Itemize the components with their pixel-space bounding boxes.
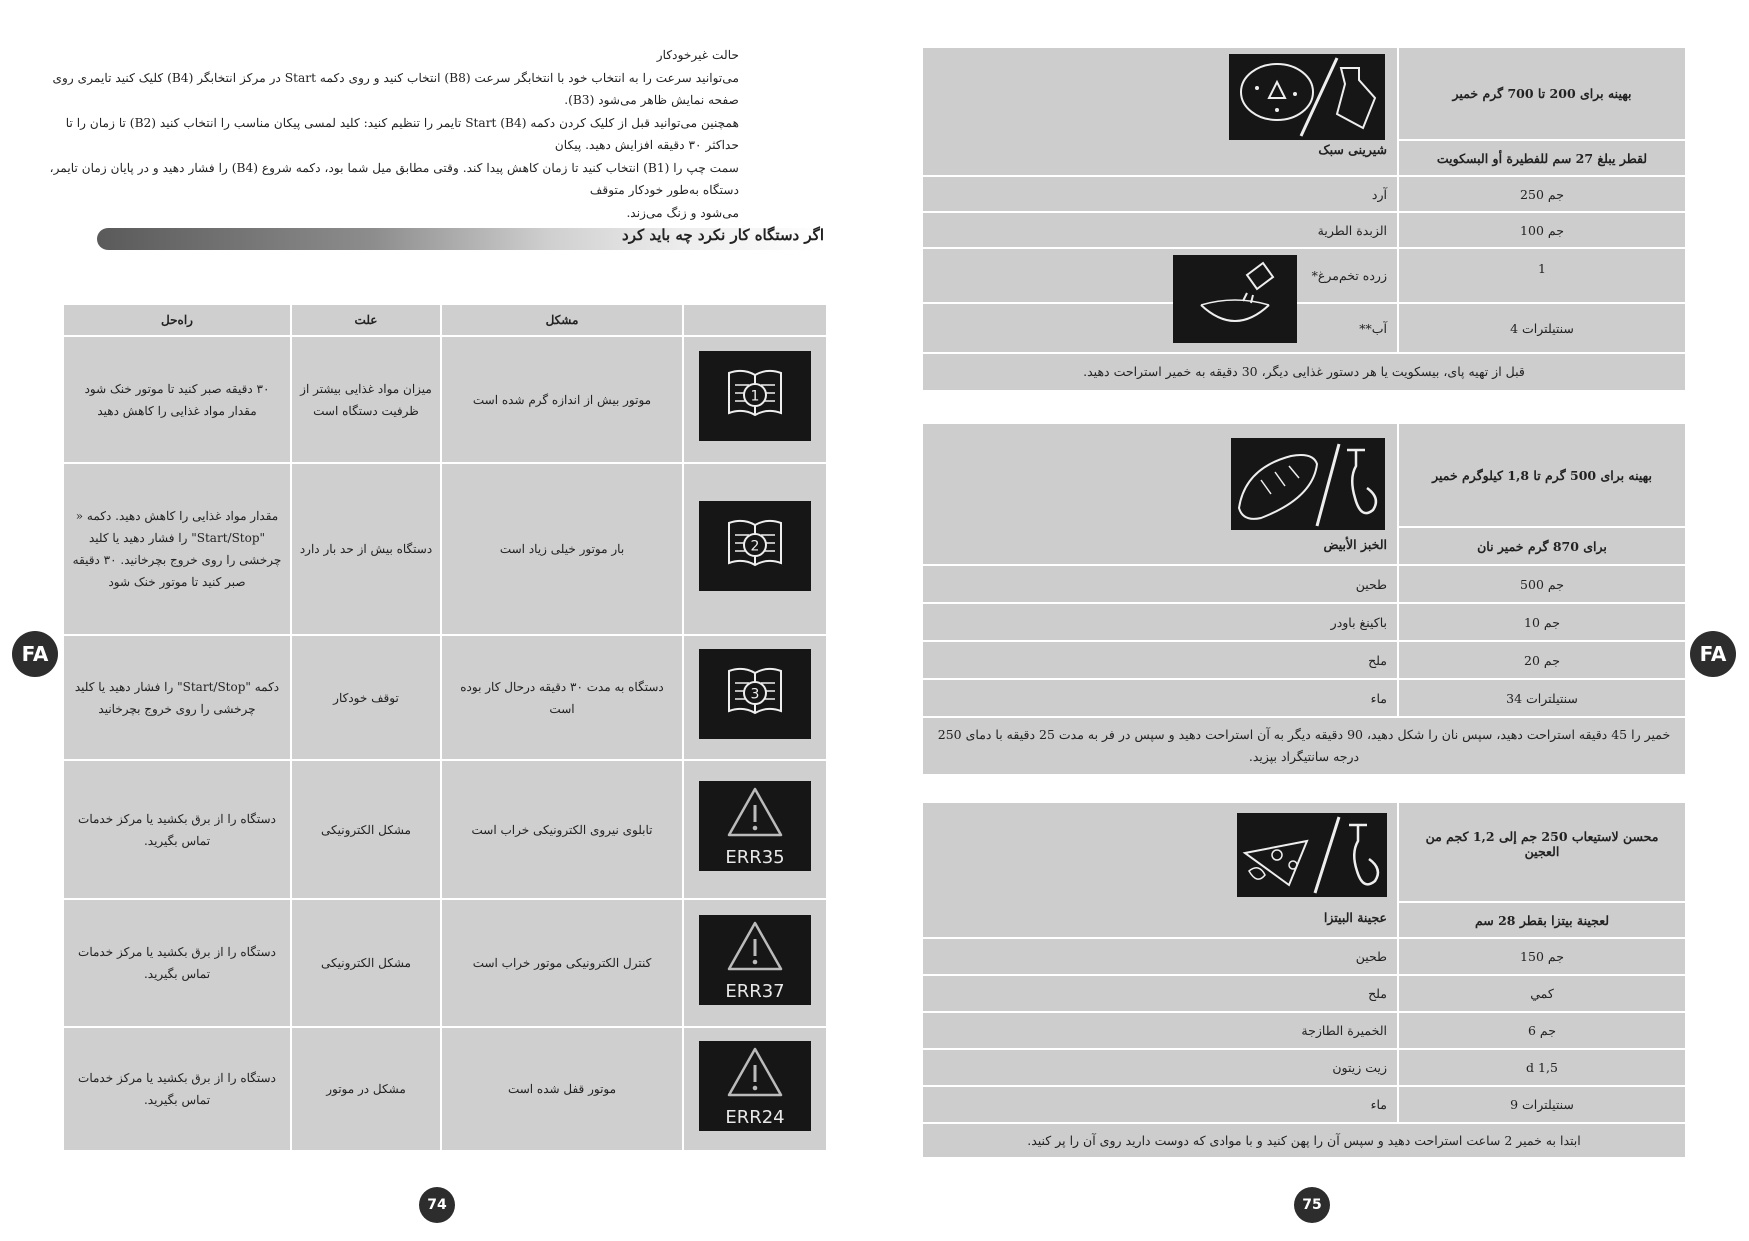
recipe-subtitle: لقطر يبلغ 27 سم للفطيرة أو البسكويت (1398, 140, 1686, 176)
recipe-note-row (922, 1123, 1686, 1158)
ingredient-row (922, 303, 1686, 353)
icon-cell (683, 336, 827, 463)
solution-cell: دستگاه را از برق بکشید یا مرکز خدمات تماس بگیرید. (63, 1027, 291, 1151)
problem-cell: بار موتور خیلی زیاد است (441, 463, 683, 635)
ingredient-value: سنتيلترات 34 (1398, 679, 1686, 717)
recipe-subtitle: لعجينة بيتزا بقطر 28 سم (1398, 902, 1686, 938)
intro-text (39, 44, 739, 224)
language-badge: FA (1690, 631, 1736, 677)
section-title: اگر دستگاه کار نکرد چه باید کرد (622, 226, 824, 244)
intro-line: سمت چپ را (B1) انتخاب کنید تا زمان کاهش پیدا کند. وقتی مطابق میل شما بود، دکمه شروع (B4) را فشار دهید و در پایان زمان تایمر، دستگاه به‌طور خودکار متوقف (49, 160, 739, 197)
recipe-optimal: محسن لاستيعاب 250 جم إلى 1,2 كجم من العجين (1398, 802, 1686, 902)
table-row (63, 336, 827, 463)
warning-icon (699, 915, 811, 1005)
header-solution: راه‌حل (63, 304, 291, 336)
book-code: 1 (750, 388, 760, 405)
error-code: ERR24 (725, 1106, 785, 1128)
icon-cell (683, 463, 827, 635)
recipe-title-cell (922, 47, 1398, 176)
ingredient-value: جم 6 (1398, 1012, 1686, 1049)
ingredient-label: زرده تخم‌مرغ* (1311, 268, 1387, 283)
problem-cell: موتور قفل شده است (441, 1027, 683, 1151)
ingredient-label: آب** (922, 303, 1398, 353)
recipe-table-white-bread (921, 422, 1687, 776)
ingredient-label: ماء (922, 679, 1398, 717)
ingredient-row (922, 975, 1686, 1012)
ingredient-label: ملح (922, 641, 1398, 679)
warning-icon (699, 781, 811, 871)
recipe-name: شیرینی سبک (1318, 142, 1387, 157)
ingredient-label: باكينغ باودر (922, 603, 1398, 641)
recipe-note-row (922, 717, 1686, 775)
ingredient-value: جم 250 (1398, 176, 1686, 212)
problem-cell: کنترل الکترونیکی موتور خراب است (441, 899, 683, 1027)
troubleshooting-table (62, 303, 828, 1152)
recipe-name: الخبز الأبيض (1323, 537, 1387, 552)
book-2-icon (699, 501, 811, 591)
ingredient-row (922, 938, 1686, 975)
intro-line: همچنین می‌توانید قبل از کلیک کردن دکمه Start (B4) تایمر را تنظیم کنید: کلید لمسی پیکان مناسب را انتخاب کنید (B2) تا زمان را تا حداکثر ۳۰ دقیقه افزایش دهید. پیکان (65, 115, 739, 152)
intro-line: می‌توانید سرعت را به انتخاب خود با انتخابگر سرعت (B8) انتخاب کنید و روی دکمه Start در مرکز انتخابگر (B4) کلیک کنید تایمری روی صفحه نمایش ظاهر می‌شود (B3). (52, 70, 739, 107)
language-badge: FA (12, 631, 58, 677)
table-row (63, 1027, 827, 1151)
cause-cell: توقف خودکار (291, 635, 441, 760)
solution-cell: مقدار مواد غذایی را کاهش دهید. دکمه « "Start/Stop" را فشار دهید یا کلید چرخشی را روی خروج بچرخانید. ۳۰ دقیقه صبر کنید تا موتور خنک شود (63, 463, 291, 635)
recipe-header-row (922, 423, 1686, 527)
cause-cell: میزان مواد غذایی بیشتر از ظرفیت دستگاه است (291, 336, 441, 463)
intro-line: می‌شود و زنگ می‌زند. (626, 205, 739, 220)
error-code: ERR35 (725, 847, 785, 868)
intro-title: حالت غیرخودکار (656, 48, 739, 62)
recipe-name: عجينة البيتزا (1323, 910, 1387, 925)
page-number: 74 (419, 1187, 455, 1223)
pizza-and-hook-icon (1237, 813, 1387, 897)
ingredient-label: طحين (922, 938, 1398, 975)
ingredient-value: جم 20 (1398, 641, 1686, 679)
recipe-note: خمیر را 45 دقیقه استراحت دهید، سپس نان را شکل دهید، 90 دقیقه دیگر به آن استراحت دهید و سپس در فر به مدت 25 دقیقه با دمای 250 درجه سانتیگراد بپزید. (922, 717, 1686, 775)
book-code: 2 (750, 538, 760, 554)
recipe-header-row (922, 802, 1686, 902)
ingredient-label: آرد (922, 176, 1398, 212)
recipe-optimal: بهینه برای 500 گرم تا 1,8 کیلوگرم خمیر (1398, 423, 1686, 527)
icon-cell (683, 635, 827, 760)
table-row (63, 760, 827, 899)
problem-cell: موتور بیش از اندازه گرم شده است (441, 336, 683, 463)
recipe-note-row (922, 353, 1686, 391)
pie-and-kneader-icon (1229, 54, 1385, 140)
cause-cell: مشکل الکترونیکی (291, 899, 441, 1027)
ingredient-row (922, 176, 1686, 212)
ingredient-label: ماء (922, 1086, 1398, 1123)
ingredient-row (922, 603, 1686, 641)
recipe-subtitle: برای 870 گرم خمیر نان (1398, 527, 1686, 565)
table-header-row (63, 304, 827, 336)
ingredient-row (922, 679, 1686, 717)
icon-cell (683, 899, 827, 1027)
header-cause: علت (291, 304, 441, 336)
ingredient-row (922, 1086, 1686, 1123)
recipe-title-cell (922, 423, 1398, 565)
table-row (63, 899, 827, 1027)
ingredient-row (922, 212, 1686, 248)
book-3-icon (699, 649, 811, 739)
solution-cell: دستگاه را از برق بکشید یا مرکز خدمات تماس بگیرید. (63, 899, 291, 1027)
cause-cell: مشکل الکترونیکی (291, 760, 441, 899)
solution-cell: دکمه "Start/Stop" را فشار دهید یا کلید چرخشی را روی خروج بچرخانید (63, 635, 291, 760)
ingredient-value: جم 10 (1398, 603, 1686, 641)
solution-cell: دستگاه را از برق بکشید یا مرکز خدمات تماس بگیرید. (63, 760, 291, 899)
ingredient-value: سنتيلترات 9 (1398, 1086, 1686, 1123)
ingredient-label: طحين (922, 565, 1398, 603)
book-1-icon (699, 351, 811, 441)
ingredient-value: 1 (1398, 248, 1686, 303)
problem-cell: تابلوی نیروی الکترونیکی خراب است (441, 760, 683, 899)
recipe-title-cell (922, 802, 1398, 938)
ingredient-value: سنتيلترات 4 (1398, 303, 1686, 353)
bread-and-hook-icon (1231, 438, 1385, 530)
error-code: ERR37 (725, 980, 785, 1002)
book-code: 3 (750, 686, 760, 703)
recipe-table-pastry (921, 46, 1687, 392)
recipe-note: قبل از تهیه پای، بیسکویت یا هر دستور غذایی دیگر، 30 دقیقه به خمیر استراحت دهید. (922, 353, 1686, 391)
recipe-header-row (922, 47, 1686, 140)
table-row (63, 463, 827, 635)
ingredient-row (922, 641, 1686, 679)
ingredient-value: جم 500 (1398, 565, 1686, 603)
recipe-note: ابتدا به خمیر 2 ساعت استراحت دهید و سپس آن را پهن کنید و با موادی که دوست دارید روی آن را پر کنید. (922, 1123, 1686, 1158)
table-row (63, 635, 827, 760)
ingredient-label: ملح (922, 975, 1398, 1012)
ingredient-row (922, 565, 1686, 603)
ingredient-row (922, 248, 1686, 303)
icon-cell (683, 760, 827, 899)
cause-cell: دستگاه بیش از حد بار دارد (291, 463, 441, 635)
ingredient-value: جم 150 (1398, 938, 1686, 975)
header-problem: مشکل (441, 304, 683, 336)
ingredient-row (922, 1049, 1686, 1086)
solution-cell: ۳۰ دقیقه صبر کنید تا موتور خنک شود مقدار مواد غذایی را کاهش دهید (63, 336, 291, 463)
ingredient-value: جم 100 (1398, 212, 1686, 248)
problem-cell: دستگاه به مدت ۳۰ دقیقه درحال کار بوده است (441, 635, 683, 760)
egg-and-water-icon (1173, 255, 1297, 343)
ingredient-row (922, 1012, 1686, 1049)
recipe-table-pizza (921, 801, 1687, 1159)
icon-cell (683, 1027, 827, 1151)
cause-cell: مشکل در موتور (291, 1027, 441, 1151)
ingredient-label-cell (922, 248, 1398, 303)
page-number: 75 (1294, 1187, 1330, 1223)
ingredient-value: 1,5 d (1398, 1049, 1686, 1086)
recipe-optimal: بهینه برای 200 تا 700 گرم خمیر (1398, 47, 1686, 140)
ingredient-label: الزبدة الطرية (922, 212, 1398, 248)
ingredient-value: كمي (1398, 975, 1686, 1012)
ingredient-label: زيت زيتون (922, 1049, 1398, 1086)
ingredient-label: الخميرة الطازجة (922, 1012, 1398, 1049)
warning-icon (699, 1041, 811, 1131)
header-icon (683, 304, 827, 336)
